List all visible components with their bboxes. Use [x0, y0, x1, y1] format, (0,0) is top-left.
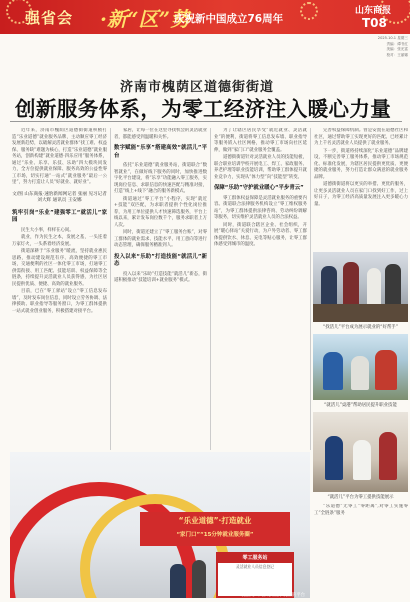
text-column-3 — [214, 128, 307, 450]
paragraph: 依托“乐业道德”就业服务站，街道联合“数智就业”，在做好线下服务的同时，加快推进数字化平台建设，将“乐享”功能融入零工服务，实现岗位信息、求职信息的快速匹配与精准对接，打造“线上+线下”融合的服务新模式。 — [114, 163, 207, 194]
column-divider — [210, 128, 211, 450]
meta-line: 责编：谭书红 — [386, 41, 408, 46]
paragraph: 就业，作为民生之本，发展之基，一头连着万家灯火，一头系着经济发展。 — [12, 235, 107, 247]
photo-caption: “找活儿”平台成为展示就业的“好帮手” — [323, 325, 398, 330]
firework-decoration — [300, 2, 318, 20]
desk — [313, 304, 408, 322]
banner-sign — [140, 512, 290, 546]
newspaper-name: 山东商报 — [355, 6, 392, 16]
section-header-banner — [0, 0, 410, 34]
text-column-2 — [114, 128, 207, 450]
person-figure — [192, 560, 206, 598]
paragraph: 同时，街道还建立了“零工服务台账”，对零工群体的就业需求、技能水平、用工意向等进行动态管理，确保服务精准到人。 — [114, 230, 207, 248]
paragraph: 零工群体权益保障是灵活就业服务的重要内容。街道联合法律服务机构设立“零工维权服务站”，为零工群体提供法律咨询、劳动纠纷调解等服务，切实维护灵活就业人员的合法权益。 — [214, 195, 307, 220]
outdoor-workers-photo — [313, 334, 408, 400]
photo-caption: “就活儿”平台成为展示就业的平台 — [238, 593, 306, 598]
paragraph: “乐道德”无零工“零距离”,对零工实施零工“全链条”服务 — [314, 504, 408, 516]
article-headline: 创新服务体系，为零工经济注入暖心力量 — [15, 97, 392, 121]
photo-caption: “就活儿”平台为零工提供技能展示 — [327, 495, 394, 500]
page-meta — [372, 36, 408, 58]
column-divider — [110, 128, 111, 450]
person-figure — [325, 436, 343, 480]
person-figure — [385, 264, 401, 306]
person-figure — [367, 268, 381, 306]
section-brand: 强省会 — [25, 9, 74, 27]
person-figure — [379, 432, 397, 480]
banner-line: “家门口”“15分钟就业服务圈” — [176, 532, 254, 538]
paragraph: 下一步，街道将持续深化“乐业道德”品牌建设，不断完善零工服务体系，推动零工市场规范化、标准化发展，为辖区居民提供更优质、更便捷的就业服务，努力打造让群众满意的就业服务品牌。 — [314, 148, 408, 180]
service-station-photo — [10, 452, 310, 598]
text-column-1 — [12, 128, 107, 450]
article-kicker: 济南市槐荫区道德街街道 — [120, 80, 275, 95]
paragraph: 民生大小事，样样在心间。 — [21, 227, 74, 233]
paragraph: 家居，让每一位在这里寻找机会的灵活就业者，都能感受到温暖和关怀。 — [114, 128, 207, 140]
meta-line: 校对：王丽娜 — [386, 52, 408, 57]
paragraph: 投入以来“乐助”打造技能“就活儿”新态，街道积极推动“技能培训+就业服务”模式。 — [114, 271, 207, 283]
section-slogan: ·新“区”势 — [100, 7, 190, 31]
column-divider — [310, 128, 311, 450]
person-figure — [343, 262, 359, 306]
photo-caption: “就活儿”桌港”帮助居民提升职业技能 — [324, 403, 397, 408]
person-figure — [351, 356, 369, 390]
paragraph: 为了让辖区居民享受“就近就业、灵活就业”的便利，街道将零工信息发布墙、职业指导等服务嵌入社区网格，推动零工市场向社区延伸，做到“家门口”就业服务全覆盖。 — [214, 128, 307, 153]
service-desk-photo — [313, 252, 408, 322]
person-figure — [321, 266, 337, 306]
subheading: 投入以来“乐助”打造技能“就活儿”新态 — [114, 253, 207, 267]
paragraph: 街道深耕于“乐业服务”暖流，坚持就业惠民思路，推动建设规范有序、高效便捷的零工市场，交通便利的社区一体化零工市场，打通零工供需衔接、用工匹配、技能培训、权益保障等全链条，持续提升灵活就业人员获得感，为社区居民提供优质、便捷、高效的就业服务。 — [12, 249, 107, 287]
paragraph: 近年来，济南市槐荫区道德街街道积极打造“乐业道德”就业服务品牌，主动顺应零工经济发展新趋势，以破解灵活就业群体“找工难、权益保、服务缺”难题为核心，打造“乐业道德”就业服务站，创新构建“就业道德·四乐应用”服务体系，通过“乐业、乐享、乐技、乐助”四大模块同发力，全方位提供就业保障、服务高效的公益性零工市场，切实打通“一站式”就业服务“最后一公里”，努力打造让人员“好就业、就好业”。 — [12, 128, 107, 185]
photo-note — [314, 504, 408, 596]
paragraph: 街道通过“零工平台”小程序，实现“就近+技能”双匹配，为求职者提供个性化岗位推荐，为用工单位提供人才快速筛选服务，平台上线以来，累计发布岗位数千个，服务求职者上万人次。 — [114, 196, 207, 228]
paragraph: 道德街街道将以更实的举措、更优的服务，让更多灵活就业人员在家门口找到好工作，过上好日子，为零工经济高质量发展注入更多暖心力量。 — [314, 182, 408, 207]
person-figure — [375, 350, 397, 390]
meta-line: 美编：张光富 — [386, 47, 408, 52]
person-figure — [170, 564, 186, 598]
paragraph: 同时，街道联合辖区企业、社会组织，开展“暖心驿站”关爱行动，为户外劳动者、零工群体提供饮水、休息、充电等贴心服务，让零工群体感受到城市的温度。 — [214, 222, 307, 247]
banner-line: “乐业道德”·打造就业 — [178, 516, 252, 525]
paragraph: 完善权益保障机制。曾是安置在道德社区和社区，通过帮助零工实现更好的匹配。已经累计为上千名灵活就业人员提供了就业服务。 — [314, 128, 408, 146]
meta-line: 2025.10.1 星期三 — [377, 36, 408, 40]
person-figure — [353, 440, 371, 480]
person-figure — [323, 352, 343, 390]
board-subtitle: 灵活就业人员信息登记 — [236, 564, 274, 569]
board-title: 零工服务站 — [218, 554, 292, 563]
page-number: T08 — [362, 16, 387, 30]
anniversary-tagline: 庆祝新中国成立76周年 — [174, 13, 284, 25]
subheading: 保障“乐助”守护就业暖心“平步青云” — [214, 185, 304, 191]
text-column-4 — [314, 128, 408, 248]
subheading: 数字赋能“乐享”搭建高效“就活儿”平台 — [114, 145, 207, 159]
byline: 文/图 山东商报·速豹新闻网记者 张丽 见习记者 刘大辉 通讯员 王安娜 — [12, 191, 107, 203]
headline-rule — [10, 121, 402, 122]
paragraph: 目前，已在“零工驿站”设立“零工信息发布墙”，及时发布岗位信息，同时设立劳务协调、法律援助、职业指导等服务窗口，为零工群体提供一站式就业创业服务，积极搭建对接平台。 — [12, 289, 107, 314]
subheading: 筑牢引岗“乐业”建强零工“就活儿”家园 — [12, 209, 107, 223]
paragraph: 道德街街道针对灵活就业人员的技能短板，联合职业培训学校开展电工、焊工、家政服务、养老护理等职业技能培训，帮助零工群体提升就业竞争力，实现从“体力型”向“技能型”转变。 — [214, 155, 307, 180]
training-photo — [313, 412, 408, 492]
